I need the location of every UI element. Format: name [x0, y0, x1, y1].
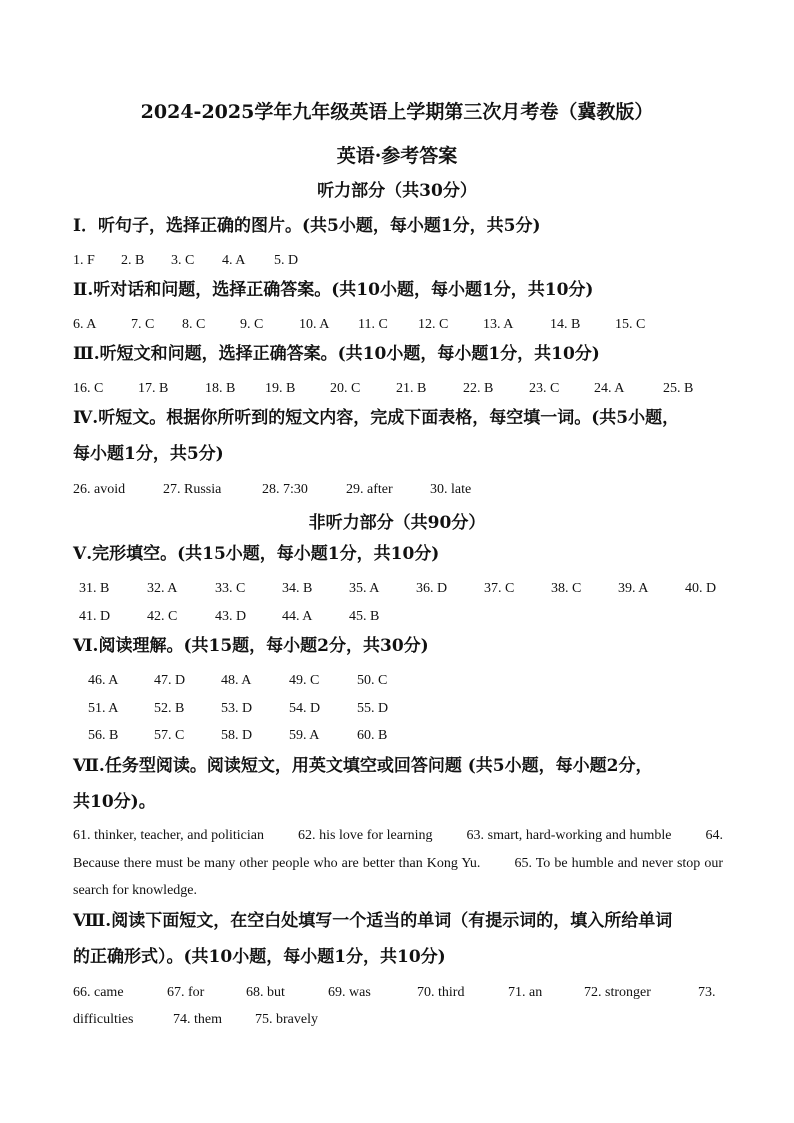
answer-item: 8. C	[182, 317, 206, 332]
answer-item: 25. B	[663, 381, 694, 396]
answer-item: 52. B	[154, 701, 185, 716]
answer-item: 54. D	[289, 701, 321, 716]
exam-subtitle: 英语·参考答案	[336, 145, 458, 167]
answer-item: 6. A	[73, 317, 97, 332]
answer-item: 10. A	[299, 317, 330, 332]
answer-item: 4. A	[222, 253, 246, 268]
answer-item: 72. stronger	[584, 985, 651, 1000]
answer-item: 63. smart, hard-working and humble	[466, 828, 672, 843]
answer-item: 50. C	[357, 673, 388, 688]
answer-item: 43. D	[215, 609, 247, 624]
answer-item: 49. C	[289, 673, 320, 688]
answer-item: 56. B	[88, 728, 119, 743]
section-3-heading: Ⅲ.听短文和问题，选择正确答案。(共10小题，每小题1分，共10分)	[73, 344, 600, 364]
answer-item: 59. A	[289, 728, 320, 743]
answer-item: 57. C	[154, 728, 185, 743]
answer-item: 61. thinker, teacher, and politician	[73, 828, 264, 843]
section-7-heading-line1: Ⅶ.任务型阅读。阅读短文，用英文填空或回答问题 (共5小题，每小题2分，	[73, 756, 653, 776]
section-7-answers	[73, 822, 723, 905]
answer-item: 33. C	[215, 581, 246, 596]
section-8-heading	[73, 903, 733, 975]
answer-item: 46. A	[88, 673, 119, 688]
answer-item: 67. for	[167, 985, 205, 1000]
answer-item: 69. was	[328, 985, 371, 1000]
answer-item: 18. B	[205, 381, 236, 396]
answer-item: 24. A	[594, 381, 625, 396]
answer-item: 1. F	[73, 253, 95, 268]
answer-item: 71. an	[508, 985, 543, 1000]
answer-item: 60. B	[357, 728, 388, 743]
answer-item: 47. D	[154, 673, 186, 688]
answer-item: 44. A	[282, 609, 313, 624]
section-7-heading-line2: 共10分)。	[73, 792, 156, 812]
answer-item: 12. C	[418, 317, 449, 332]
answer-item: 20. C	[330, 381, 361, 396]
answer-item: 40. D	[685, 581, 717, 596]
answer-item: 17. B	[138, 381, 169, 396]
answer-item: 45. B	[349, 609, 380, 624]
answer-item: 75. bravely	[255, 1012, 318, 1027]
answer-item: 65. To be humble and never stop our search for knowledge.	[73, 855, 723, 898]
answer-item: 37. C	[484, 581, 515, 596]
answer-item: 55. D	[357, 701, 389, 716]
section-7-heading	[73, 748, 733, 820]
nonlistening-heading: 非听力部分（共90分）	[308, 513, 486, 533]
answer-item: 27. Russia	[163, 482, 222, 497]
section-2-heading: Ⅱ.听对话和问题，选择正确答案。(共10小题，每小题1分，共10分)	[73, 280, 594, 300]
answer-item: 5. D	[274, 253, 299, 268]
section-6-heading: Ⅵ.阅读理解。(共15题，每小题2分，共30分)	[73, 636, 429, 656]
answer-item: 58. D	[221, 728, 253, 743]
answer-item: 66. came	[73, 985, 124, 1000]
answer-item: 41. D	[79, 609, 111, 624]
answer-item: 70. third	[417, 985, 465, 1000]
answer-item: 22. B	[463, 381, 494, 396]
section-4-heading-line1: Ⅳ.听短文。根据你所听到的短文内容，完成下面表格，每空填一词。(共5小题，	[73, 408, 680, 428]
listening-heading: 听力部分（共30分）	[317, 181, 477, 201]
exam-title: 2024-2025学年九年级英语上学期第三次月考卷（冀教版）	[140, 101, 654, 123]
answer-item: 35. A	[349, 581, 380, 596]
answer-item: 42. C	[147, 609, 178, 624]
answer-item: 19. B	[265, 381, 296, 396]
answer-item: 16. C	[73, 381, 104, 396]
answer-item: 14. B	[550, 317, 581, 332]
answer-item: 38. C	[551, 581, 582, 596]
answer-item: 23. C	[529, 381, 560, 396]
section-8-heading-line2: 的正确形式）。(共10小题，每小题1分，共10分)	[73, 947, 446, 967]
answer-item: 3. C	[171, 253, 195, 268]
answer-item: 29. after	[346, 482, 393, 497]
section-4-heading-line2: 每小题1分，共5分)	[73, 444, 224, 464]
answer-item: 15. C	[615, 317, 646, 332]
answer-item: 48. A	[221, 673, 252, 688]
answer-item: 36. D	[416, 581, 448, 596]
answer-item: 30. late	[430, 482, 472, 497]
answer-item: 51. A	[88, 701, 119, 716]
answer-item: 53. D	[221, 701, 253, 716]
answer-item: 26. avoid	[73, 482, 126, 497]
answer-item: 9. C	[240, 317, 264, 332]
section-4-heading	[73, 400, 733, 472]
answer-item: 68. but	[246, 985, 285, 1000]
answer-item: 73.	[698, 985, 716, 1000]
answer-item: 32. A	[147, 581, 178, 596]
answer-item: 11. C	[358, 317, 388, 332]
answer-item: 62. his love for learning	[297, 828, 433, 843]
answer-item: 34. B	[282, 581, 313, 596]
answer-item: 31. B	[79, 581, 110, 596]
answer-item-continued: difficulties	[73, 1012, 134, 1027]
answer-item: 64. Because there must be many other people who are better than Kong Yu.	[73, 828, 723, 871]
answer-item: 2. B	[121, 253, 145, 268]
section-5-heading: Ⅴ.完形填空。(共15小题，每小题1分，共10分)	[73, 544, 440, 564]
answer-item: 7. C	[131, 317, 155, 332]
answer-item: 13. A	[483, 317, 514, 332]
section-1-heading: Ⅰ．听句子，选择正确的图片。(共5小题，每小题1分，共5分)	[73, 216, 541, 236]
answer-item: 74. them	[173, 1012, 222, 1027]
answer-item: 28. 7:30	[262, 482, 308, 497]
section-8-heading-line1: Ⅷ.阅读下面短文，在空白处填写一个适当的单词（有提示词的，填入所给单词	[73, 911, 673, 931]
answer-item: 21. B	[396, 381, 427, 396]
answer-item: 39. A	[618, 581, 649, 596]
